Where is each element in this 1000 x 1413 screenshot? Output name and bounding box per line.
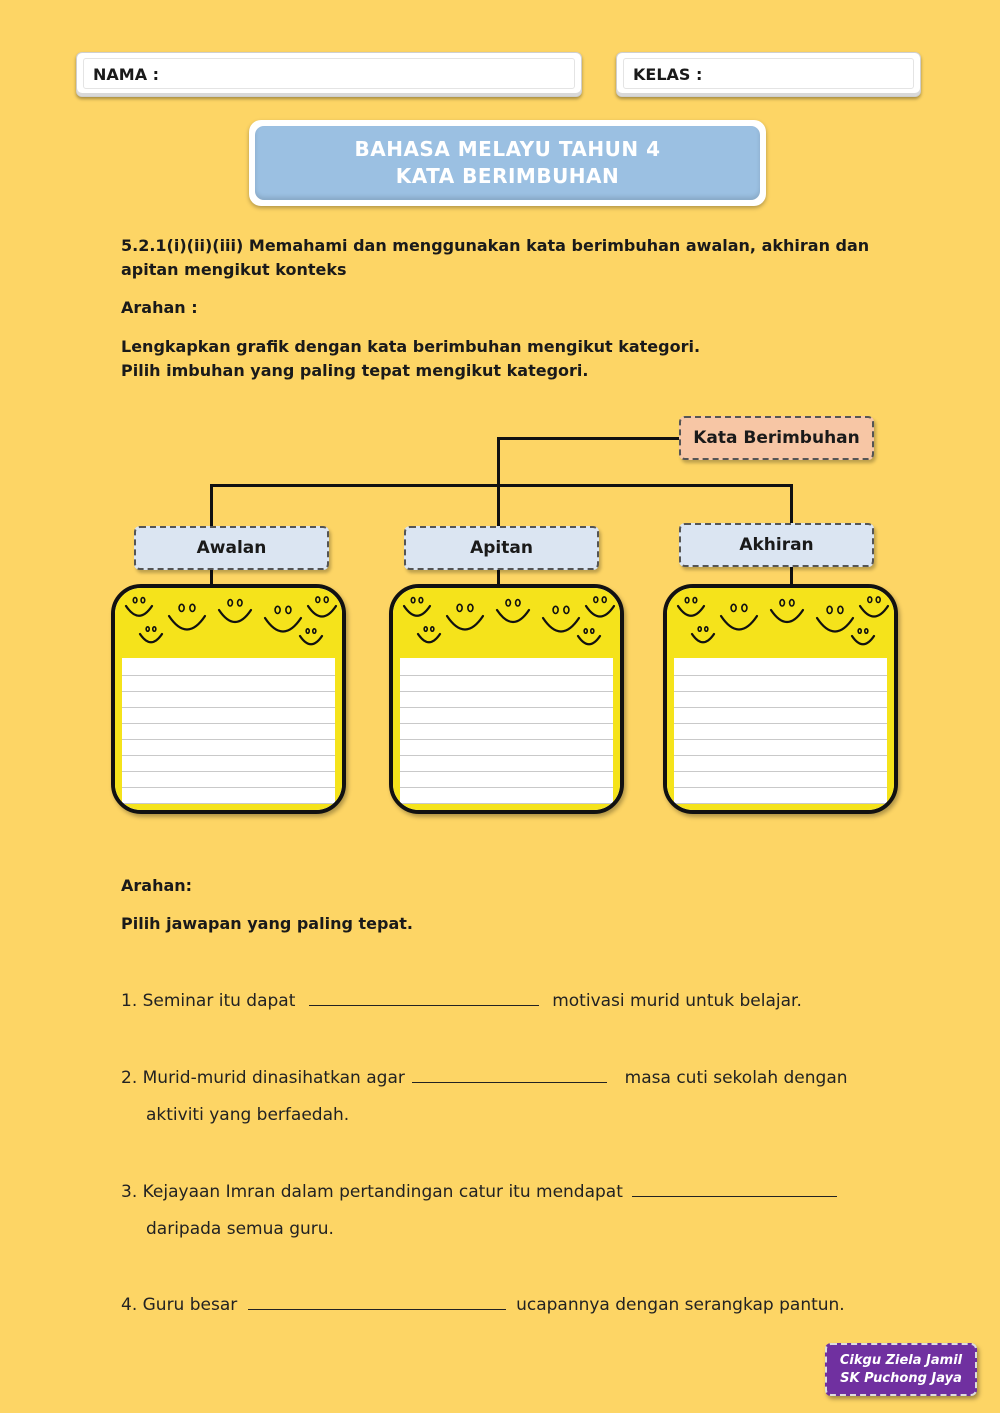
category-apitan: Apitan <box>404 526 599 570</box>
question-1-after: motivasi murid untuk belajar. <box>552 991 802 1011</box>
nama-label: NAMA : <box>93 65 160 84</box>
arahan-heading-1: Arahan : <box>121 298 198 317</box>
title-line-1: BAHASA MELAYU TAHUN 4 <box>354 137 661 161</box>
smiley-faces-icon <box>115 588 342 658</box>
learning-standard: 5.2.1(i)(ii)(iii) Memahami dan menggunakan kata berimbuhan awalan, akhiran dan apitan mengikut konteks <box>121 236 870 279</box>
question-1-before: 1. Seminar itu dapat <box>121 991 296 1011</box>
question-4-blank[interactable] <box>248 1292 506 1310</box>
credit-line-2: SK Puchong Jaya <box>840 1371 962 1386</box>
connector-main-horizontal <box>210 484 793 487</box>
credit-badge <box>825 1343 977 1396</box>
connector-awalan <box>210 484 213 526</box>
question-2-line-2: aktiviti yang berfaedah. <box>146 1105 350 1125</box>
question-1-blank[interactable] <box>309 988 539 1006</box>
question-3-line-2: daripada semua guru. <box>146 1219 334 1239</box>
arahan-heading-2: Arahan: <box>121 876 193 895</box>
question-2 <box>121 1065 848 1090</box>
question-1 <box>121 988 802 1013</box>
question-4 <box>121 1292 845 1317</box>
question-3-before: 3. Kejayaan Imran dalam pertandingan catur itu mendapat <box>121 1182 623 1202</box>
question-4-before: 4. Guru besar <box>121 1295 238 1315</box>
kelas-label: KELAS : <box>633 65 703 84</box>
answer-box-apitan[interactable] <box>389 584 624 814</box>
writing-lines[interactable] <box>400 660 613 804</box>
nama-field[interactable] <box>76 52 582 97</box>
title-line-2: KATA BERIMBUHAN <box>395 164 620 188</box>
question-3 <box>121 1179 837 1204</box>
question-2-after: masa cuti sekolah dengan <box>624 1068 848 1088</box>
title-banner <box>249 120 766 206</box>
category-awalan: Awalan <box>134 526 329 570</box>
instruction-3: Pilih jawapan yang paling tepat. <box>121 914 413 933</box>
answer-box-akhiran[interactable] <box>663 584 898 814</box>
question-4-after: ucapannya dengan serangkap pantun. <box>516 1295 845 1315</box>
connector-root-vertical <box>497 437 500 527</box>
kelas-field[interactable] <box>616 52 921 97</box>
instruction-2: Pilih imbuhan yang paling tepat mengikut kategori. <box>121 361 589 380</box>
root-label: Kata Berimbuhan <box>679 416 874 460</box>
question-3-blank[interactable] <box>632 1179 837 1197</box>
writing-lines[interactable] <box>122 660 335 804</box>
smiley-faces-icon <box>393 588 620 658</box>
smiley-faces-icon <box>667 588 894 658</box>
question-2-before: 2. Murid-murid dinasihatkan agar <box>121 1068 405 1088</box>
connector-root-horizontal <box>497 437 679 440</box>
connector-akhiran <box>790 484 793 524</box>
question-2-blank[interactable] <box>412 1065 607 1083</box>
credit-line-1: Cikgu Ziela Jamil <box>839 1353 963 1368</box>
category-akhiran: Akhiran <box>679 523 874 567</box>
writing-lines[interactable] <box>674 660 887 804</box>
answer-box-awalan[interactable] <box>111 584 346 814</box>
instruction-1: Lengkapkan grafik dengan kata berimbuhan mengikut kategori. <box>121 337 701 356</box>
